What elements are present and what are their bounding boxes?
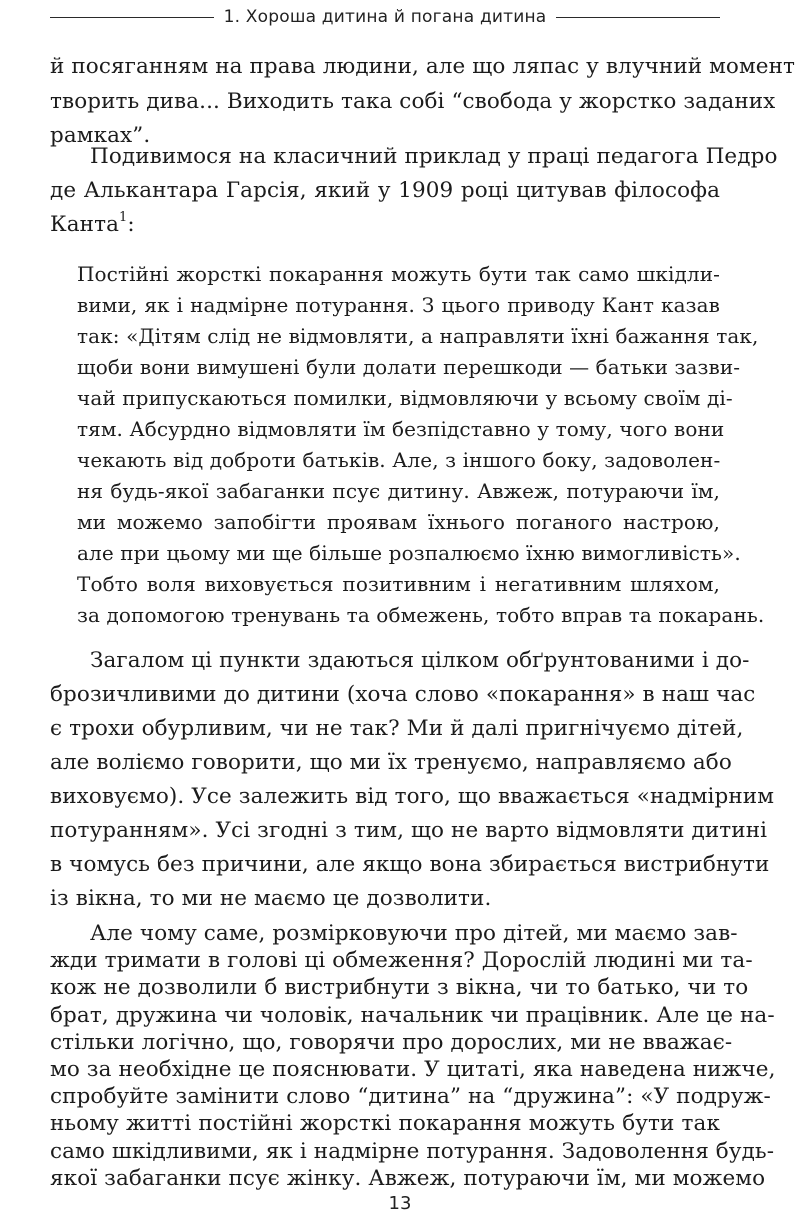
quote-line: за допомогою тренувань та обмежень, тобто вправ та покарань.	[77, 603, 765, 627]
quote-line: щоби вони вимушені були долати перешкоди — батьки зазви-	[77, 355, 741, 379]
quote-line: чай припускаються помилки, відмовляючи у всьому своїм ді-	[77, 386, 733, 410]
text-line: й посяганням на права людини, але що ляпас у влучний момент	[50, 54, 796, 79]
text-line: Подивимося на класичний приклад у праці педагога Педро	[90, 144, 778, 169]
text-line: стільки логічно, що, говорячи про дорослих, ми не вважає-	[50, 1029, 733, 1055]
text-line: рамках”.	[50, 123, 151, 148]
text-line: спробуйте замінити слово “дитина” на “дружина”: «У подруж-	[50, 1084, 771, 1110]
quote-line: Тобто воля виховується позитивним і негативним шляхом,	[77, 572, 720, 596]
quote-line: ня будь-якої забаганки псує дитину. Авжеж, потураючи їм,	[77, 479, 720, 503]
text-line: творить дива... Виходить така собі “свобода у жорстко заданих	[50, 89, 776, 114]
text-line: із вікна, то ми не маємо це дозволити.	[50, 886, 492, 911]
quote-line: чекають від доброти батьків. Але, з іншого боку, задоволен-	[77, 448, 721, 472]
text-line: Але чому саме, розмірковуючи про дітей, ми маємо зав-	[90, 921, 738, 946]
header-rule-right	[556, 17, 720, 18]
quote-line: вими, як і надмірне потурання. З цього приводу Кант казав	[77, 293, 720, 317]
header-rule-left	[50, 17, 214, 18]
text-line: в чомусь без причини, але якщо вона збирається вистрибнути	[50, 852, 770, 877]
quote-line: так: «Дітям слід не відмовляти, а направляти їхні бажання так,	[77, 324, 759, 348]
text-line: виховуємо). Усе залежить від того, що вважається «надмірним	[50, 784, 775, 809]
text-line: але воліємо говорити, що ми їх тренуємо, направляємо або	[50, 750, 732, 775]
running-header	[50, 6, 720, 28]
text-line: є трохи обурливим, чи не так? Ми й далі пригнічуємо дітей,	[50, 716, 744, 741]
quote-line: але при цьому ми ще більше розпалюємо їхню вимогливість».	[77, 541, 741, 565]
text-line: жди тримати в голові ці обмеження? Дорослій людині ми та-	[50, 948, 753, 974]
text-line: кож не дозволили б вистрибнути з вікна, чи то батько, чи то	[50, 975, 749, 1001]
text-line: де Алькантара Гарсія, який у 1909 році цитував філософа	[50, 178, 720, 203]
text-line: ньому житті постійні жорсткі покарання можуть бути так	[50, 1111, 720, 1137]
text-line-with-footnote	[50, 209, 135, 241]
footnote-marker: 1	[119, 209, 128, 225]
running-title: 1. Хороша дитина й погана дитина	[223, 7, 547, 27]
text-line: брат, дружина чи чоловік, начальник чи працівник. Але це на-	[50, 1002, 775, 1028]
text-line: брозичливими до дитини (хоча слово «покарання» в наш час	[50, 682, 756, 707]
quote-line: ми можемо запобігти проявам їхнього поганого настрою,	[77, 510, 720, 534]
text-line: якої забаганки псує жінку. Авжеж, потураючи їм, ми можемо	[50, 1165, 766, 1191]
text-line: потуранням». Усі згодні з тим, що не варто відмовляти дитині	[50, 818, 768, 843]
text-line: мо за необхідне це пояснювати. У цитаті, яка наведена нижче,	[50, 1057, 776, 1082]
text-fragment: Канта	[50, 212, 119, 237]
quote-line: Постійні жорсткі покарання можуть бути так само шкідли-	[77, 262, 720, 286]
text-fragment: :	[127, 212, 135, 237]
text-line: Загалом ці пункти здаються цілком обґрунтованими і до-	[90, 648, 750, 673]
quote-line: тям. Абсурдно відмовляти їм безпідставно у тому, чого вони	[77, 417, 725, 441]
text-line: само шкідливими, як і надмірне потурання. Задоволення будь-	[50, 1138, 775, 1164]
page-number: 13	[388, 1193, 412, 1214]
